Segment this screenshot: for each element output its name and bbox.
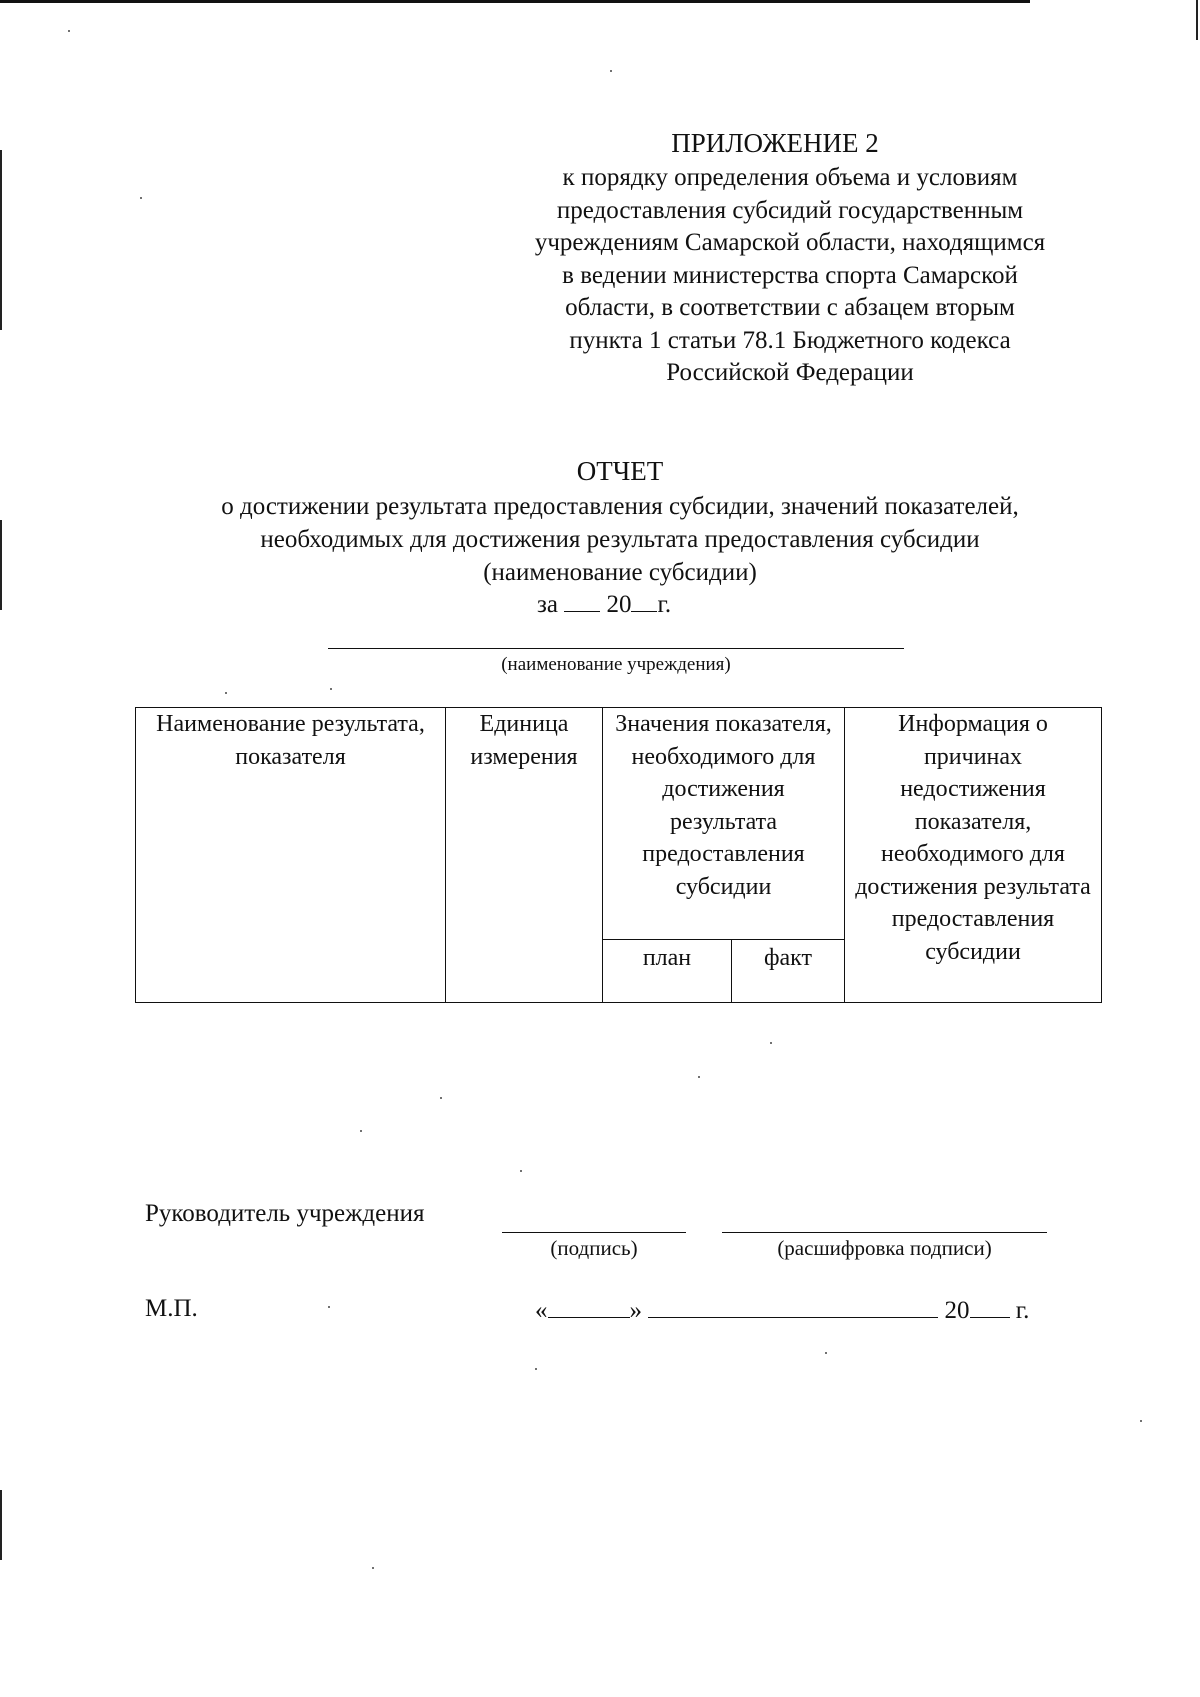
period-blank-field[interactable]: [564, 589, 600, 612]
appendix-line: Российской Федерации: [666, 359, 914, 386]
scan-speck: [68, 30, 70, 32]
signature-decode-field[interactable]: [722, 1232, 1047, 1233]
scan-speck: [140, 197, 142, 199]
report-subtitle-line: о достижении результата предоставления субсидии, значений показателей,: [221, 493, 1019, 520]
appendix-line: области, в соответствии с абзацем вторым: [565, 294, 1015, 321]
report-subtitle-line: (наименование субсидии): [483, 559, 757, 586]
header-unit: Единица измерения: [446, 708, 603, 1003]
header-result-indicator: Наименование результата, показателя: [136, 708, 446, 1003]
report-subtitle: [0, 490, 1200, 589]
date-year-field[interactable]: [970, 1295, 1010, 1318]
period-year: 20: [606, 591, 632, 618]
scan-speck: [698, 1076, 700, 1078]
organization-name-field[interactable]: [328, 648, 904, 649]
date-year-prefix: 20: [944, 1297, 970, 1324]
header-plan: план: [603, 940, 732, 1003]
appendix-line: к порядку определения объема и условиям: [562, 164, 1018, 191]
date-day-field[interactable]: [548, 1295, 630, 1318]
appendix-line: в ведении министерства спорта Самарской: [562, 261, 1018, 289]
date-line: [535, 1295, 1029, 1325]
scan-speck: [1140, 1420, 1142, 1422]
report-title: ОТЧЕТ: [576, 456, 664, 486]
header-fact: факт: [732, 940, 845, 1003]
date-month-field[interactable]: [648, 1295, 938, 1318]
header-reasons-info: Информация о причинах недостижения показателя, необходимого для достижения результата предоставления субсидии: [845, 708, 1102, 1003]
report-subtitle-line: необходимых для достижения результата предоставления субсидии: [260, 526, 980, 553]
scan-speck: [535, 1368, 537, 1370]
scan-speck: [520, 1170, 522, 1172]
scan-speck: [770, 1042, 772, 1044]
signature-caption: (подпись): [550, 1236, 638, 1260]
report-period: [537, 589, 671, 619]
signer-role: Руководитель учреждения: [145, 1200, 425, 1227]
appendix-line: учреждениям Самарской области, находящимся: [534, 229, 1046, 256]
scan-speck: [825, 1352, 827, 1354]
quote-open: «: [535, 1297, 548, 1324]
appendix-line: пункта 1 статьи 78.1 Бюджетного кодекса: [569, 326, 1011, 354]
date-year-suffix: г.: [1015, 1297, 1030, 1324]
period-suffix: г.: [657, 591, 672, 618]
stamp-place: М.П.: [145, 1295, 198, 1322]
scan-speck: [372, 1567, 374, 1569]
signature-field[interactable]: [502, 1232, 686, 1233]
scan-speck: [328, 1306, 330, 1308]
period-prefix: за: [537, 591, 558, 618]
report-table: [135, 707, 1102, 1003]
appendix-description: [490, 162, 1090, 390]
scan-top-border: [0, 0, 1030, 3]
scan-edge-mark: [1196, 0, 1198, 40]
signature-decode-caption: (расшифровка подписи): [777, 1236, 992, 1260]
quote-close: »: [629, 1297, 642, 1324]
period-year-blank-field[interactable]: [631, 589, 657, 612]
scan-speck: [225, 692, 227, 694]
scan-edge-mark: [0, 1490, 2, 1560]
scan-edge-mark: [0, 520, 2, 610]
appendix-title: ПРИЛОЖЕНИЕ 2: [671, 128, 879, 158]
appendix-line: предоставления субсидий государственным: [556, 196, 1024, 224]
scan-speck: [610, 70, 612, 72]
scan-speck: [440, 1097, 442, 1099]
scan-edge-mark: [0, 150, 2, 330]
header-indicator-values: Значения показателя, необходимого для достижения результата предоставления субсидии: [603, 708, 845, 940]
organization-caption: (наименование учреждения): [501, 654, 731, 675]
scan-speck: [330, 688, 332, 690]
scan-speck: [360, 1130, 362, 1132]
